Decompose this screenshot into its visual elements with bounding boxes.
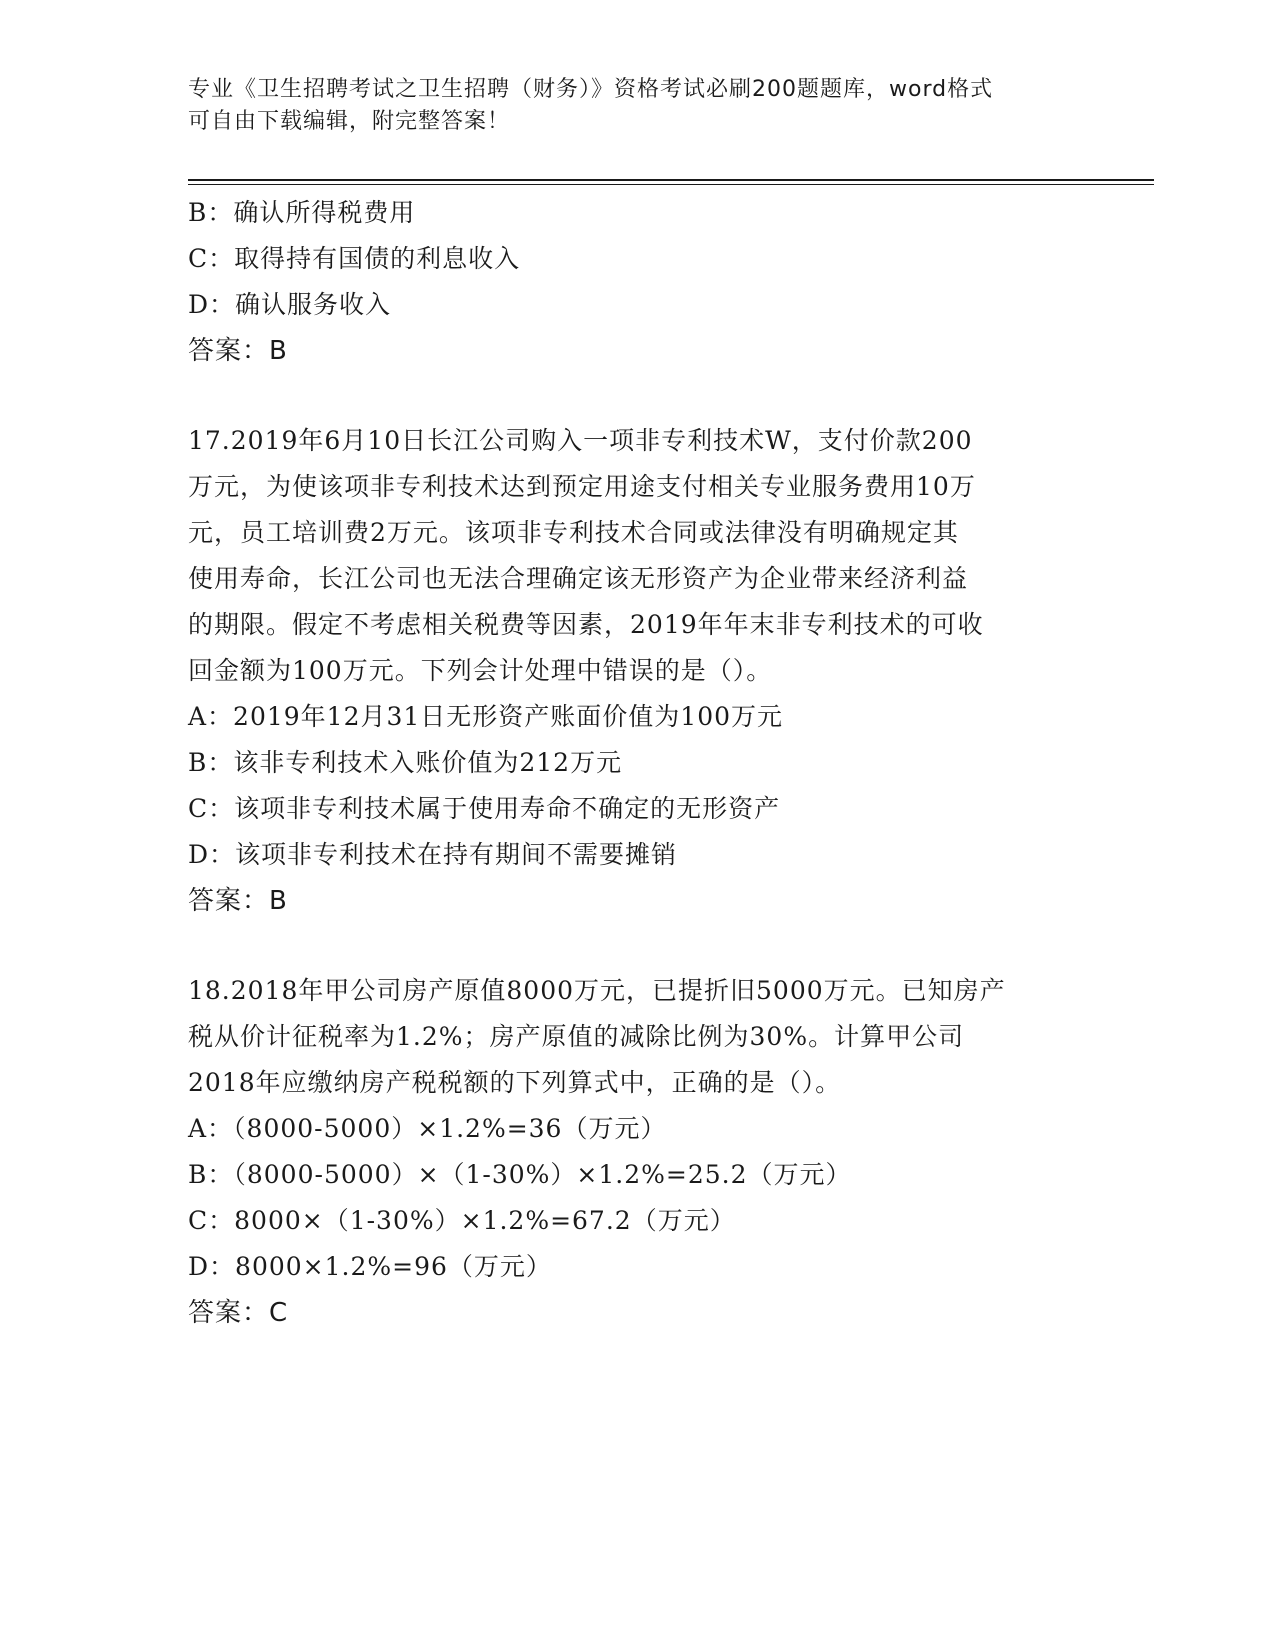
q16-answer: 答案：B xyxy=(188,336,288,366)
question-18-block xyxy=(188,968,1088,1336)
q18-stem-line: 税从价计征税率为1.2%；房产原值的减除比例为30%。计算甲公司 xyxy=(188,1022,965,1051)
header-title-line-1: 专业《卫生招聘考试之卫生招聘（财务）》资格考试必刷200题题库，word格式 xyxy=(188,77,994,102)
header-divider-thick xyxy=(188,179,1154,181)
question-16-block xyxy=(188,190,1088,374)
q17-answer: 答案：B xyxy=(188,886,288,916)
q17-stem-line: 的期限。假定不考虑相关税费等因素，2019年年末非专利技术的可收 xyxy=(188,610,984,639)
q17-option-c: C：该项非专利技术属于使用寿命不确定的无形资产 xyxy=(188,794,781,823)
q18-answer: 答案：C xyxy=(188,1298,289,1328)
q18-option-a: A：（8000-5000）×1.2%=36（万元） xyxy=(188,1114,667,1143)
question-spacer xyxy=(188,924,1088,968)
q18-stem-line: 18.2018年甲公司房产原值8000万元，已提折旧5000万元。已知房产 xyxy=(188,976,1006,1005)
question-spacer xyxy=(188,374,1088,418)
header-divider-thin xyxy=(188,184,1154,185)
q16-option-d: D：确认服务收入 xyxy=(188,290,392,319)
q17-option-d: D：该项非专利技术在持有期间不需要摊销 xyxy=(188,840,678,869)
q17-stem-line: 17.2019年6月10日长江公司购入一项非专利技术W，支付价款200 xyxy=(188,426,973,455)
q16-option-c: C：取得持有国债的利息收入 xyxy=(188,244,521,273)
q16-option-b: B：确认所得税费用 xyxy=(188,198,416,227)
header-title-line-2: 可自由下载编辑，附完整答案！ xyxy=(188,109,511,134)
page-header xyxy=(188,74,1088,138)
q17-stem-line: 万元，为使该项非专利技术达到预定用途支付相关专业服务费用10万 xyxy=(188,472,976,501)
q17-stem-line: 回金额为100万元。下列会计处理中错误的是（）。 xyxy=(188,656,773,685)
q18-option-c: C：8000×（1-30%）×1.2%=67.2（万元） xyxy=(188,1206,736,1235)
q18-option-b: B：（8000-5000）×（1-30%）×1.2%=25.2（万元） xyxy=(188,1160,852,1189)
q17-option-a: A：2019年12月31日无形资产账面价值为100万元 xyxy=(188,702,784,731)
q18-option-d: D：8000×1.2%=96（万元） xyxy=(188,1252,552,1281)
question-17-block xyxy=(188,418,1088,924)
q18-stem-line: 2018年应缴纳房产税税额的下列算式中，正确的是（）。 xyxy=(188,1068,842,1097)
q17-stem-line: 元，员工培训费2万元。该项非专利技术合同或法律没有明确规定其 xyxy=(188,518,959,547)
q17-option-b: B：该非专利技术入账价值为212万元 xyxy=(188,748,623,777)
q17-stem-line: 使用寿命，长江公司也无法合理确定该无形资产为企业带来经济利益 xyxy=(188,564,969,593)
question-content xyxy=(188,190,1088,1336)
